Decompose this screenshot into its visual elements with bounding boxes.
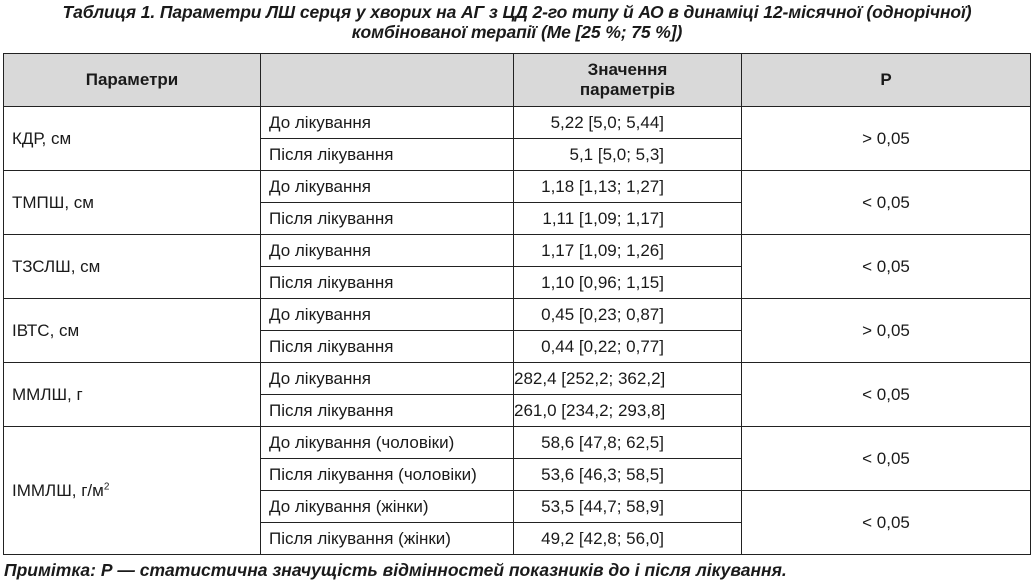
condition-cell: До лікування: [261, 363, 514, 395]
p-cell: < 0,05: [742, 363, 1031, 427]
value-cell: 282,4 [252,2; 362,2]: [514, 363, 742, 395]
table-row: [4, 107, 1031, 139]
header-value-line-2: параметрів: [579, 80, 676, 99]
param-immlsh-label: ІММЛШ, г/м: [12, 480, 104, 500]
param-kdr: КДР, см: [4, 107, 261, 171]
value-cell: 1,11 [1,09; 1,17]: [514, 203, 742, 235]
value-cell: 5,1 [5,0; 5,3]: [514, 139, 742, 171]
condition-cell: Після лікування: [261, 395, 514, 427]
param-tzslsh: ТЗСЛШ, см: [4, 235, 261, 299]
p-cell: < 0,05: [742, 171, 1031, 235]
p-cell: > 0,05: [742, 107, 1031, 171]
condition-cell: До лікування: [261, 235, 514, 267]
header-p: P: [742, 54, 1031, 107]
param-tmpsh: ТМПШ, см: [4, 171, 261, 235]
p-cell: < 0,05: [742, 427, 1031, 491]
caption-line-1: Таблиця 1. Параметри ЛШ серця у хворих на АГ з ЦД 2-го типу й АО в динаміці 12-місячної (однорічної): [62, 2, 972, 22]
header-value-line-1: Значення: [587, 60, 668, 79]
condition-cell: До лікування: [261, 299, 514, 331]
condition-cell: До лікування (жінки): [261, 491, 514, 523]
header-row: [4, 54, 1031, 107]
condition-cell: До лікування (чоловіки): [261, 427, 514, 459]
condition-cell: Після лікування: [261, 331, 514, 363]
header-condition: [261, 54, 514, 107]
value-cell: 49,2 [42,8; 56,0]: [514, 523, 742, 555]
table-row: [4, 299, 1031, 331]
p-cell: > 0,05: [742, 299, 1031, 363]
header-value: [514, 54, 742, 107]
value-cell: 1,10 [0,96; 1,15]: [514, 267, 742, 299]
param-mmlsh: ММЛШ, г: [4, 363, 261, 427]
table-row: [4, 171, 1031, 203]
condition-cell: Після лікування (жінки): [261, 523, 514, 555]
param-immlsh: [4, 427, 261, 555]
table-note: Примітка: Р — статистична значущість відмінностей показників до і після лікування.: [4, 560, 787, 580]
p-cell: < 0,05: [742, 235, 1031, 299]
value-cell: 1,17 [1,09; 1,26]: [514, 235, 742, 267]
value-cell: 261,0 [234,2; 293,8]: [514, 395, 742, 427]
p-cell: < 0,05: [742, 491, 1031, 555]
value-cell: 0,44 [0,22; 0,77]: [514, 331, 742, 363]
value-cell: 53,6 [46,3; 58,5]: [514, 459, 742, 491]
table-row: [4, 235, 1031, 267]
condition-cell: До лікування: [261, 171, 514, 203]
condition-cell: Після лікування: [261, 203, 514, 235]
condition-cell: Після лікування: [261, 267, 514, 299]
value-cell: 1,18 [1,13; 1,27]: [514, 171, 742, 203]
table-caption: [0, 2, 1034, 42]
caption-line-2: комбінованої терапії (Ме [25 %; 75 %]): [351, 22, 683, 42]
table-row: [4, 427, 1031, 459]
condition-cell: Після лікування: [261, 139, 514, 171]
value-cell: 58,6 [47,8; 62,5]: [514, 427, 742, 459]
value-cell: 5,22 [5,0; 5,44]: [514, 107, 742, 139]
param-ivts: ІВТС, см: [4, 299, 261, 363]
param-immlsh-sup: 2: [103, 480, 110, 492]
parameters-table: [3, 53, 1031, 555]
condition-cell: До лікування: [261, 107, 514, 139]
condition-cell: Після лікування (чоловіки): [261, 459, 514, 491]
value-cell: 0,45 [0,23; 0,87]: [514, 299, 742, 331]
value-cell: 53,5 [44,7; 58,9]: [514, 491, 742, 523]
table-row: [4, 363, 1031, 395]
header-param: Параметри: [4, 54, 261, 107]
